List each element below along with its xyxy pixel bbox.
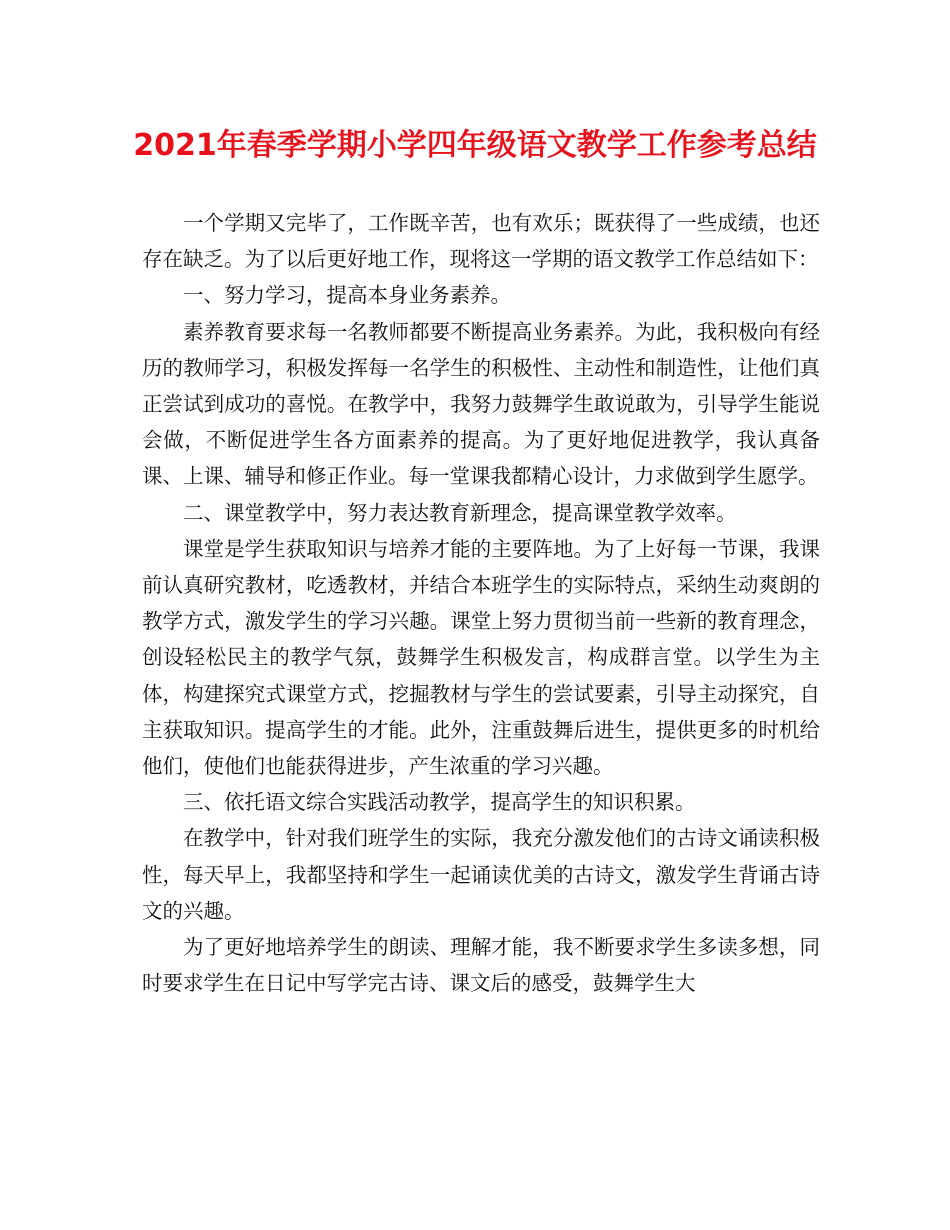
document-title: 2021年春季学期小学四年级语文教学工作参考总结 xyxy=(133,128,817,163)
paragraph-section-3b: 为了更好地培养学生的朗读、理解才能，我不断要求学生多读多想，同时要求学生在日记中写学完古诗、课文后的感受，鼓舞学生大 xyxy=(142,935,820,996)
section-heading-2: 二、课堂教学中，努力表达教育新理念，提高课堂教学效率。 xyxy=(183,500,737,525)
section-heading-1: 一、努力学习，提高本身业务素养。 xyxy=(183,283,511,308)
paragraph-section-3a: 在教学中，针对我们班学生的实际，我充分激发他们的古诗文诵读积极性，每天早上，我都坚持和学生一起诵读优美的古诗文，激发学生背诵古诗文的兴趣。 xyxy=(142,826,820,923)
paragraph-section-2: 课堂是学生获取知识与培养才能的主要阵地。为了上好每一节课，我课前认真研究教材，吃透教材，并结合本班学生的实际特点，采纳生动爽朗的教学方式，激发学生的学习兴趣。课堂上努力贯彻当前一些新的教育理念，创设轻松民主的教学气氛，鼓舞学生积极发言，构成群言堂。以学生为主体，构建探究式课堂方式，挖掘教材与学生的尝试要素，引导主动探究，自主获取知识。提高学生的才能。此外，注重鼓舞后进生，提供更多的时机给他们，使他们也能获得进步，产生浓重的学习兴趣。 xyxy=(142,536,820,779)
paragraph-intro: 一个学期又完毕了，工作既辛苦，也有欢乐；既获得了一些成绩，也还存在缺乏。为了以后更好地工作，现将这一学期的语文教学工作总结如下： xyxy=(142,211,820,272)
paragraph-section-1: 素养教育要求每一名教师都要不断提高业务素养。为此，我积极向有经历的教师学习，积极发挥每一名学生的积极性、主动性和制造性，让他们真正尝试到成功的喜悦。在教学中，我努力鼓舞学生敢说敢为，引导学生能说会做，不断促进学生各方面素养的提高。为了更好地促进教学，我认真备课、上课、辅导和修正作业。每一堂课我都精心设计，力求做到学生愿学。 xyxy=(142,319,820,489)
document-body xyxy=(142,205,820,1001)
section-heading-3: 三、依托语文综合实践活动教学，提高学生的知识积累。 xyxy=(183,790,696,815)
